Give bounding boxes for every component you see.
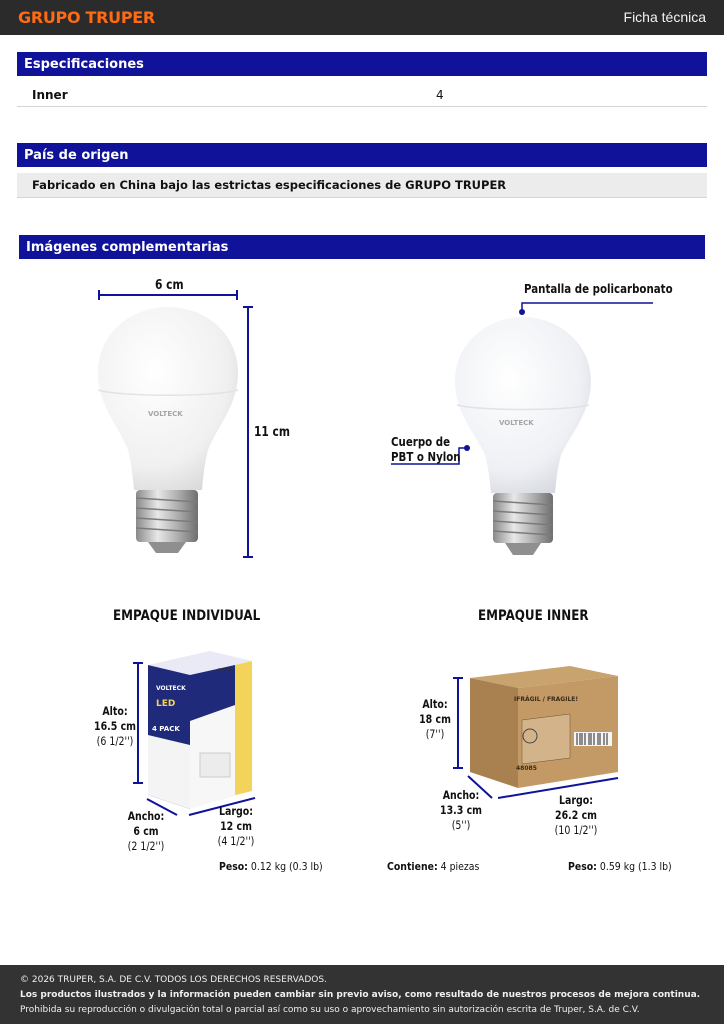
alto-cm: 16.5 cm xyxy=(94,719,136,733)
largo-in: (4 1/2'') xyxy=(217,834,255,848)
ancho-title: Ancho: xyxy=(442,788,480,802)
box-pack-text: 4 PACK xyxy=(152,725,180,733)
body-label-line2: PBT o Nylon xyxy=(391,449,461,464)
inner-largo-label xyxy=(550,793,602,838)
footer-copyright: © 2026 TRUPER, S.A. DE C.V. TODOS LOS DERECHOS RESERVADOS. xyxy=(20,975,327,985)
largo-cm: 12 cm xyxy=(220,819,252,833)
carton-front xyxy=(470,678,518,788)
screen-leader-dot xyxy=(519,309,525,315)
largo-cm: 26.2 cm xyxy=(555,808,597,822)
ancho-in: (2 1/2'') xyxy=(127,839,165,853)
inner-contents xyxy=(387,860,479,873)
individual-largo-label xyxy=(213,804,259,849)
box-code-text: 48085 xyxy=(217,668,233,674)
alto-in: (7'') xyxy=(425,727,445,741)
spec-label: Inner xyxy=(32,88,68,102)
spec-value: 4 xyxy=(436,88,444,102)
weight-value: 0.12 kg (0.3 lb) xyxy=(250,860,323,873)
brand-mark-text: VOLTECK xyxy=(499,419,534,427)
origin-text: Fabricado en China bajo las estrictas especificaciones de GRUPO TRUPER xyxy=(32,178,507,192)
specs-heading: Especificaciones xyxy=(17,52,707,76)
bulb-height-label: 11 cm xyxy=(254,425,290,440)
ancho-in: (5'') xyxy=(451,818,471,832)
box-yellow-panel xyxy=(235,661,252,795)
ancho-title: Ancho: xyxy=(127,809,165,823)
footer-notice: Los productos ilustrados y la información pueden cambiar sin previo aviso, como resultado de nuestros procesos de mejora continua. xyxy=(20,990,701,1000)
individual-weight xyxy=(219,860,323,873)
weight-label: Peso: xyxy=(219,860,248,873)
spec-row-inner xyxy=(17,83,707,107)
box-brand-text: VOLTECK xyxy=(156,685,186,692)
bulb-dimensions-image xyxy=(90,285,270,565)
bulb-parts-image xyxy=(385,295,670,565)
brand-mark-text: VOLTECK xyxy=(148,410,183,418)
body-label-line1: Cuerpo de xyxy=(391,434,451,449)
individual-pack-title: EMPAQUE INDIVIDUAL xyxy=(113,608,261,624)
page-title: Ficha técnica xyxy=(623,9,706,25)
inner-weight xyxy=(568,860,672,873)
bulb-glass xyxy=(98,307,238,490)
largo-title: Largo: xyxy=(218,804,254,818)
bulb-width-label: 6 cm xyxy=(155,278,184,293)
truper-logo: GRUPO TRUPER xyxy=(18,8,155,27)
individual-ancho-label xyxy=(126,809,167,854)
footer-legal: Prohibida su reproducción o divulgación total o parcial así como su uso o aprovechamiento sin autorización escrita de Truper, S.A. de C.V. xyxy=(20,1005,640,1015)
carton-fragile-text: IFRÁGIL / FRAGILE! xyxy=(514,696,579,703)
images-heading: Imágenes complementarias xyxy=(19,235,705,259)
box-front-window xyxy=(148,735,190,809)
inner-ancho-label xyxy=(437,788,485,833)
box-bulbs-window xyxy=(200,753,230,777)
screen-label: Pantalla de policarbonato xyxy=(524,281,673,296)
bulb-base xyxy=(493,493,553,543)
inner-alto-label xyxy=(415,697,456,742)
ancho-cm: 6 cm xyxy=(133,824,159,838)
contents-value: 4 piezas xyxy=(440,860,480,873)
weight-label: Peso: xyxy=(568,860,597,873)
footer xyxy=(0,965,724,1024)
top-bar xyxy=(0,0,724,35)
individual-alto-label xyxy=(90,704,139,749)
contents-label: Contiene: xyxy=(387,860,438,873)
screen-leader-line xyxy=(522,303,653,312)
carton-code-text: 48085 xyxy=(516,765,537,772)
ancho-cm: 13.3 cm xyxy=(440,803,482,817)
alto-title: Alto: xyxy=(102,704,128,718)
individual-box-image xyxy=(125,643,265,828)
bulb-tip xyxy=(505,543,541,555)
carton-label xyxy=(522,714,570,764)
alto-title: Alto: xyxy=(422,697,448,711)
largo-in: (10 1/2'') xyxy=(554,823,598,837)
bulb-tip xyxy=(148,542,186,553)
origin-heading: País de origen xyxy=(17,143,707,167)
weight-value: 0.59 kg (1.3 lb) xyxy=(599,860,672,873)
bulb-base xyxy=(136,490,198,542)
largo-title: Largo: xyxy=(558,793,594,807)
bulb-glass xyxy=(455,317,591,493)
origin-row xyxy=(17,173,707,198)
box-led-text: LED xyxy=(156,699,176,709)
inner-pack-title: EMPAQUE INNER xyxy=(478,608,589,624)
body-leader-dot xyxy=(464,445,470,451)
alto-in: (6 1/2'') xyxy=(96,734,134,748)
alto-cm: 18 cm xyxy=(419,712,451,726)
